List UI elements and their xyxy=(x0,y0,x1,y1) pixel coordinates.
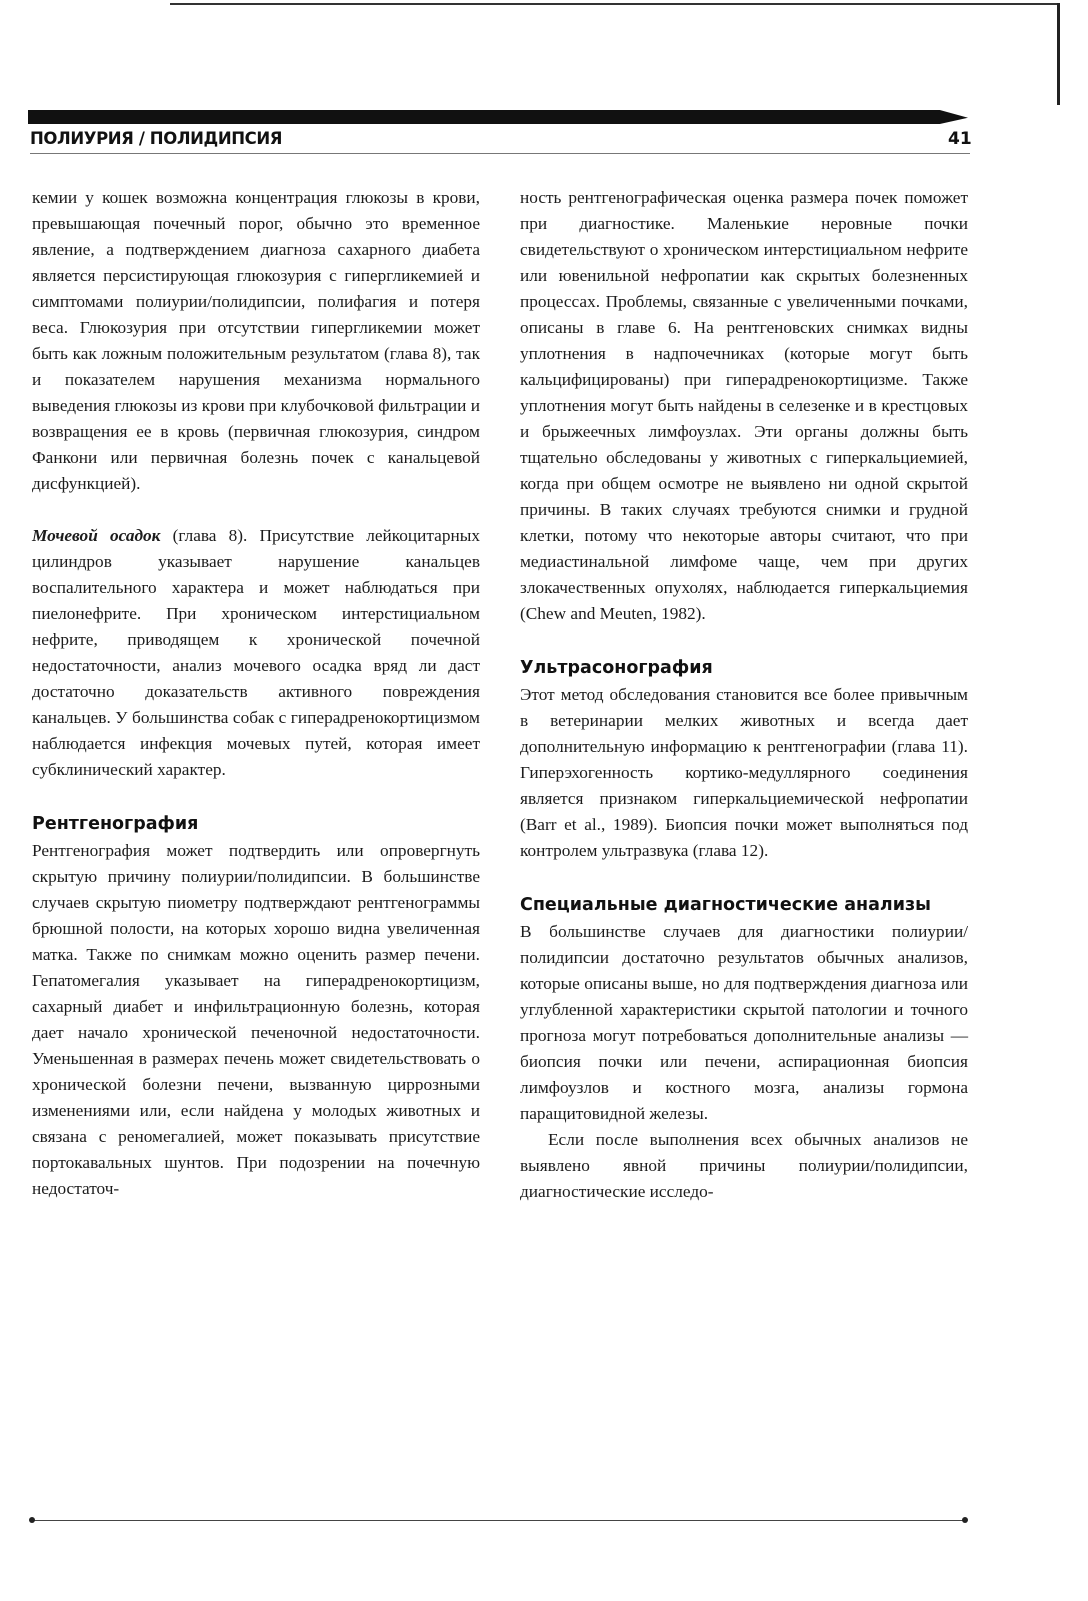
paragraph-urine-sediment-text: (глава 8). Присутствие лейкоцитарных цилиндров указывает нарушение канальцев воспалительного характера и может наблюдаться при пиелонефрите. При хроническом интерстициальном нефрите, приводящем к хронической почечной недостаточности, анализ мочевого осадка вряд ли даст достаточно доказательств активного повреждения канальцев. У большинства собак с гиперадренокортицизмом наблюдается инфекция мочевых путей, которая имеет субклинический характер. xyxy=(32,526,480,779)
paragraph-ultrasound: Этот метод обследования становится все более привычным в ветеринарии мелких животных и всегда дает дополнительную информацию к рентгенографии (глава 11). Гиперэхогенность кортико-медуллярного соединения является признаком гиперкальциемической нефропатии (Barr et al., 1989). Биопсия почки может выполняться под контролем ультразвука (глава 12). xyxy=(520,685,968,860)
top-right-border-rule xyxy=(1057,3,1060,105)
footer-rule xyxy=(32,1520,966,1521)
paragraph-special-tests: В большинстве случаев для диагностики полиурии/полидипсии достаточно результатов обычных анализов, которые описаны выше, но для подтверждения диагноза или углубленной характеристики скрытой патологии и точного прогноза могут потребоваться дополнительные анализы — биопсия почки или печени, аспирационная биопсия лимфоузлов и костного мозга, анализы гормона паращитовидной железы. xyxy=(520,922,968,1123)
page-number: 41 xyxy=(948,129,972,149)
run-in-heading-urine-sediment: Мочевой осадок xyxy=(32,526,161,545)
header-bar xyxy=(28,110,968,124)
footer-dot-right xyxy=(962,1517,968,1523)
paragraph-further-investigation: Если после выполнения всех обычных анализов не выявлено явной причины полиурии/полидипсии, диагностические исследо- xyxy=(520,1130,968,1201)
section-heading-radiography: Рентгенография xyxy=(32,814,199,834)
paragraph-glucosuria: кемии у кошек возможна концентрация глюкозы в крови, превышающая почечный порог, обычно это временное явление, а подтверждением диагноза сахарного диабета является персистирующая глюкозурия с гипергликемией и симптомами полиурии/полидипсии, полифагия и потеря веса. Глюкозурия при отсутствии гипергликемии может быть как ложным положительным результатом (глава 8), так и показателем нарушения механизма нормального выведения глюкозы из крови при клубочковой фильтрации и возвращения ее в кровь (первичная глюкозурия, синдром Фанкони или первичная болезнь почек с канальцевой дисфункцией). xyxy=(32,188,480,493)
header-rule xyxy=(30,153,970,154)
section-heading-special-tests: Специальные диагностические анализы xyxy=(520,895,931,915)
right-column xyxy=(520,185,968,1205)
running-title: ПОЛИУРИЯ / ПОЛИДИПСИЯ xyxy=(30,129,283,148)
paragraph-urine-sediment xyxy=(32,523,480,783)
paragraph-radiography: Рентгенография может подтвердить или опровергнуть скрытую причину полиурии/полидипсии. В большинстве случаев скрытую пиометру подтверждают рентгенограммы брюшной полости, на которых хорошо видна увеличенная матка. Также по снимкам можно оценить размер печени. Гепатомегалия указывает на гиперадренокортицизм, сахарный диабет и инфильтрационную болезнь, которая дает начало хронической печеночной недостаточности. Уменьшенная в размерах печень может свидетельствовать о хронической болезни печени, вызванную циррозными изменениями или, если найдена у молодых животных и связана с реномегалией, может показывать присутствие портокавальных шунтов. При подозрении на почечную недостаточ- xyxy=(32,841,480,1198)
paragraph-radiography-continued: ность рентгенографическая оценка размера почек поможет при диагностике. Маленькие неровные почки свидетельствуют о хроническом интерстициальном нефрите или ювенильной нефропатии как скрытых болезненных процессах. Проблемы, связанные с увеличенными почками, описаны в главе 6. На рентгеновских снимках видны уплотнения в надпочечниках (которые могут быть кальцифицированы) при гиперадренокортицизме. Также уплотнения могут быть найдены в селезенке и в крестцовых и брыжеечных лимфоузлах. Эти органы должны быть тщательно обследованы у животных с гиперкальциемией, когда при общем осмотре не выявлено ни одной скрытой причины. В таких случаях требуются снимки и грудной клетки, потому что некоторые авторы считают, что при медиастинальной лимфоме чаще, чем при других злокачественных опухолях, наблюдается гиперкальциемия (Chew and Meuten, 1982). xyxy=(520,188,968,623)
footer-dot-left xyxy=(29,1517,35,1523)
section-heading-ultrasound: Ультрасонография xyxy=(520,658,713,678)
top-border-rule xyxy=(170,3,1058,5)
left-column xyxy=(32,185,480,1202)
